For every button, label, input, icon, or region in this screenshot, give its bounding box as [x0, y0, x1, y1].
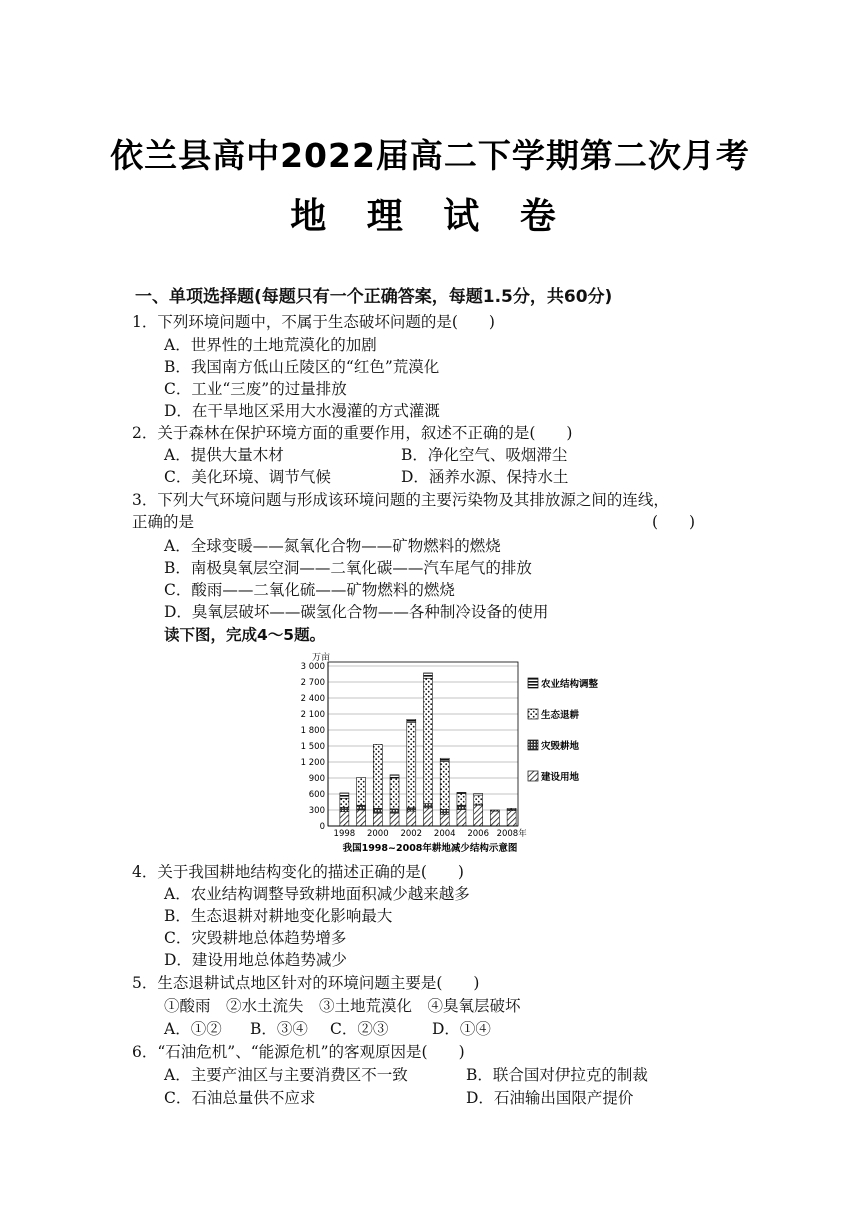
q6-option-b: B．联合国对伊拉克的制裁	[466, 1066, 648, 1084]
q5-option-c: C．②③	[330, 1020, 389, 1038]
chart-bar-segment	[390, 778, 399, 809]
chart-bar-segment	[357, 777, 366, 805]
chart-bar-segment	[407, 723, 416, 808]
chart-x-tick-label: 2000	[366, 829, 389, 839]
chart-x-tick-label: 2004	[433, 829, 456, 839]
chart-legend-swatch	[528, 678, 538, 688]
q1-option-a: A．世界性的土地荒漠化的加剧	[164, 336, 377, 354]
chart-bar-segment	[457, 793, 466, 805]
chart-y-tick-label: 600	[308, 790, 325, 800]
chart-legend-swatch	[528, 709, 538, 719]
chart-y-tick-label: 1 800	[300, 726, 325, 736]
chart-legend-swatch	[528, 740, 538, 750]
q2-option-c: C．美化环境、调节气候	[164, 468, 331, 486]
chart-y-tick-label: 0	[319, 822, 325, 832]
q4-option-d: D．建设用地总体趋势减少	[164, 951, 347, 969]
chart-y-axis-label: 万亩	[312, 653, 331, 663]
q3-option-b: B．南极臭氧层空洞——二氧化碳——汽车尾气的排放	[164, 559, 532, 577]
chart-bar-segment	[357, 805, 366, 810]
chart-y-tick-label: 2 700	[300, 678, 325, 688]
q4-option-a: A．农业结构调整导致耕地面积减少越来越多	[164, 885, 470, 903]
chart-bar-segment	[340, 807, 349, 811]
chart-bar-segment	[474, 795, 483, 804]
chart-bar-segment	[390, 809, 399, 813]
chart-bar-segment	[507, 811, 516, 826]
chart-y-tick-label: 1 200	[300, 758, 325, 768]
q3-answer-paren: ( )	[652, 513, 696, 531]
q2-option-b: B．净化空气、吸烟滞尘	[401, 446, 568, 464]
q3-option-d: D．臭氧层破坏——碳氢化合物——各种制冷设备的使用	[164, 603, 549, 621]
q4-stem: 4．关于我国耕地结构变化的描述正确的是( )	[132, 863, 464, 881]
chart-title: 我国1998~2008年耕地减少结构示意图	[342, 843, 518, 854]
section-heading: 一、单项选择题(每题只有一个正确答案，每题1.5分，共60分)	[135, 287, 613, 307]
chart-bar-segment	[407, 719, 416, 722]
q3-stem-line1: 3．下列大气环境问题与形成该环境问题的主要污染物及其排放源之间的连线，	[132, 491, 669, 509]
chart-x-tick-label: 2008年	[496, 829, 527, 839]
chart-bar-segment	[373, 813, 382, 826]
q3-stem-line2: 正确的是	[132, 513, 195, 531]
chart-bar-segment	[457, 792, 466, 793]
q4-option-b: B．生态退耕对耕地变化影响最大	[164, 907, 393, 925]
q1-option-c: C．工业“三废”的过量排放	[164, 380, 347, 398]
chart-bar-segment	[407, 808, 416, 811]
q5-option-b: B．③④	[250, 1020, 308, 1038]
chart-bar-segment	[373, 808, 382, 813]
chart-bar-segment	[507, 808, 516, 809]
chart-bar-segment	[390, 775, 399, 778]
chart-y-tick-label: 2 400	[300, 694, 325, 704]
chart-bar-segment	[440, 761, 449, 809]
q1-option-d: D．在干旱地区采用大水漫灌的方式灌溉	[164, 402, 440, 420]
chart-bar-segment	[440, 758, 449, 761]
chart-bar-segment	[474, 805, 483, 826]
farmland-decrease-chart	[300, 648, 620, 858]
q1-option-b: B．我国南方低山丘陵区的“红色”荒漠化	[164, 358, 440, 376]
chart-legend-label: 建设用地	[541, 772, 580, 783]
chart-bar-segment	[424, 673, 433, 678]
chart-bar-segment	[424, 804, 433, 808]
chart-bar-segment	[407, 811, 416, 826]
q6-option-c: C．石油总量供不应求	[164, 1089, 316, 1107]
chart-y-tick-label: 3 000	[300, 662, 325, 672]
chart-legend-swatch	[528, 771, 538, 781]
chart-bar-segment	[474, 793, 483, 795]
q2-stem: 2．关于森林在保护环境方面的重要作用，叙述不正确的是( )	[132, 424, 573, 442]
chart-y-tick-label: 1 500	[300, 742, 325, 752]
chart-legend-label: 农业结构调整	[541, 679, 599, 690]
chart-bar-segment	[457, 805, 466, 809]
chart-y-tick-label: 300	[308, 806, 325, 816]
chart-bar-segment	[490, 811, 499, 826]
q6-option-d: D．石油输出国限产提价	[466, 1089, 634, 1107]
exam-subject-title: 地 理 试 卷	[290, 196, 570, 237]
chart-bar-segment	[390, 813, 399, 826]
q5-option-d: D．①④	[432, 1020, 491, 1038]
chart-bar-segment	[357, 810, 366, 826]
chart-y-tick-label: 2 100	[300, 710, 325, 720]
chart-bar-segment	[340, 793, 349, 798]
chart-legend-label: 生态退耕	[541, 710, 580, 721]
q5-stem: 5．生态退耕试点地区针对的环境问题主要是( )	[132, 974, 480, 992]
q4-option-c: C．灾毁耕地总体趋势增多	[164, 929, 347, 947]
chart-bar-segment	[340, 798, 349, 807]
q6-option-a: A．主要产油区与主要消费区不一致	[164, 1066, 408, 1084]
q3-option-a: A．全球变暖——氮氧化合物——矿物燃料的燃烧	[164, 537, 501, 555]
chart-bar-segment	[457, 809, 466, 826]
chart-bar-segment	[490, 810, 499, 811]
chart-y-tick-label: 900	[308, 774, 325, 784]
q2-option-a: A．提供大量木材	[164, 446, 284, 464]
chart-bar-segment	[440, 814, 449, 826]
chart-bar-segment	[340, 812, 349, 826]
q2-option-d: D．涵养水源、保持水土	[401, 468, 569, 486]
exam-title: 依兰县高中2022届高二下学期第二次月考	[110, 136, 750, 175]
read-instruction: 读下图，完成4～5题。	[164, 626, 326, 644]
chart-bar-segment	[440, 809, 449, 814]
chart-x-tick-label: 2006	[467, 829, 490, 839]
chart-bar-segment	[424, 678, 433, 803]
q6-stem: 6．“石油危机”、“能源危机”的客观原因是( )	[132, 1043, 465, 1061]
chart-x-tick-label: 1998	[333, 829, 356, 839]
q1-stem: 1．下列环境问题中，不属于生态破坏问题的是( )	[132, 313, 495, 331]
q5-option-a: A．①②	[164, 1020, 222, 1038]
q5-items: ①酸雨 ②水土流失 ③土地荒漠化 ④臭氧层破坏	[164, 997, 521, 1015]
chart-legend-label: 灾毁耕地	[541, 741, 580, 752]
chart-bar-segment	[424, 808, 433, 826]
q3-option-c: C．酸雨——二氧化硫——矿物燃料的燃烧	[164, 581, 455, 599]
chart-x-tick-label: 2002	[400, 829, 423, 839]
chart-bar-segment	[373, 744, 382, 808]
